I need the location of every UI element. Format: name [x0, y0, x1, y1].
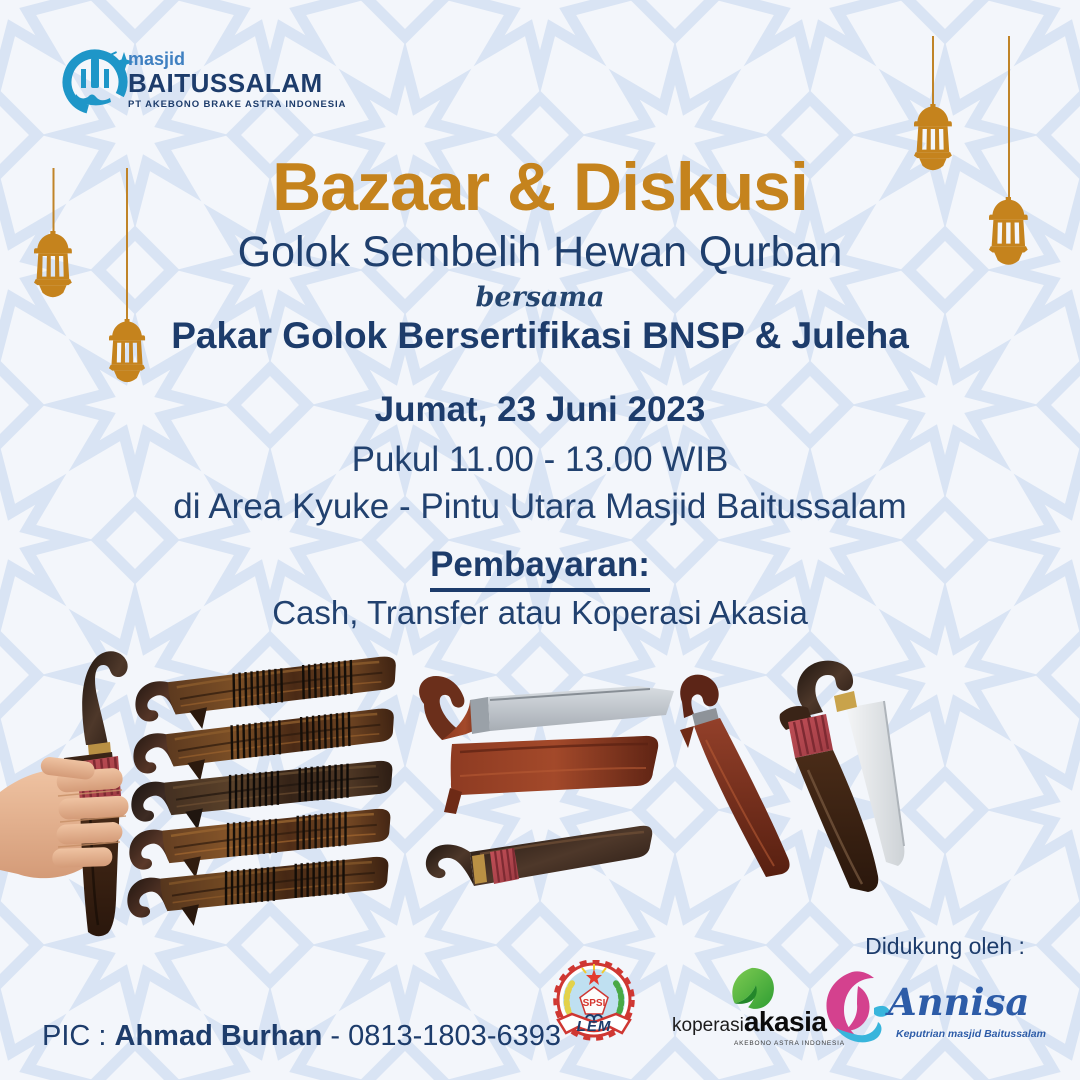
connector-script-text: bersama [475, 282, 605, 313]
poster-title: Bazaar & Diskusi [272, 149, 808, 225]
spsi-text: SPSI [582, 998, 606, 1009]
akasia-prefix-label: koperasi [672, 1015, 744, 1036]
brand-company-label: PT AKEBONO BRAKE ASTRA INDONESIA [128, 99, 347, 110]
pic-label: PIC : [42, 1020, 115, 1052]
annisa-name-label: Annisa [888, 980, 1030, 1024]
pic-phone: - 0813-1803-6393 [322, 1020, 561, 1052]
spsi-lem-logo [552, 960, 636, 1046]
dark-golok-red-wrap [426, 826, 652, 886]
payment-heading [0, 545, 1080, 592]
silver-blade-golok [419, 676, 674, 740]
payment-heading-text: Pembayaran: [430, 545, 650, 592]
white-blade-golok [780, 661, 905, 892]
akasia-tagline: AKEBONO ASTRA INDONESIA [734, 1040, 845, 1047]
annisa-flower-icon [824, 970, 890, 1046]
diagonal-rosewood-golok [680, 675, 790, 877]
pic-name: Ahmad Burhan [114, 1020, 323, 1052]
rosewood-sheath [444, 736, 658, 814]
brand-masjid-label: masjid [128, 49, 186, 69]
lem-text: LEM [576, 1018, 612, 1035]
golok-stack [125, 655, 400, 931]
golok-photo-collage [0, 612, 1080, 980]
event-time: Pukul 11.00 - 13.00 WIB [351, 440, 729, 479]
pic-contact-line [42, 1020, 561, 1053]
payment-options: Cash, Transfer atau Koperasi Akasia [272, 594, 808, 631]
annisa-tagline: Keputrian masjid Baitussalam [896, 1028, 1046, 1040]
hand-holding-golok [0, 651, 129, 936]
brand-logo-text [128, 50, 346, 110]
akasia-name-label: akasia [743, 1006, 827, 1037]
poster-subtitle: Golok Sembelih Hewan Qurban [237, 228, 843, 276]
event-venue: di Area Kyuke - Pintu Utara Masjid Baitussalam [173, 487, 907, 526]
brand-name-label: BAITUSSALAM [128, 68, 323, 98]
golok-right-cluster [419, 661, 904, 892]
event-date: Jumat, 23 Juni 2023 [374, 390, 706, 429]
speaker-line: Pakar Golok Bersertifikasi BNSP & Juleha [171, 315, 909, 356]
supported-by-label: Didukung oleh : [865, 933, 1025, 959]
